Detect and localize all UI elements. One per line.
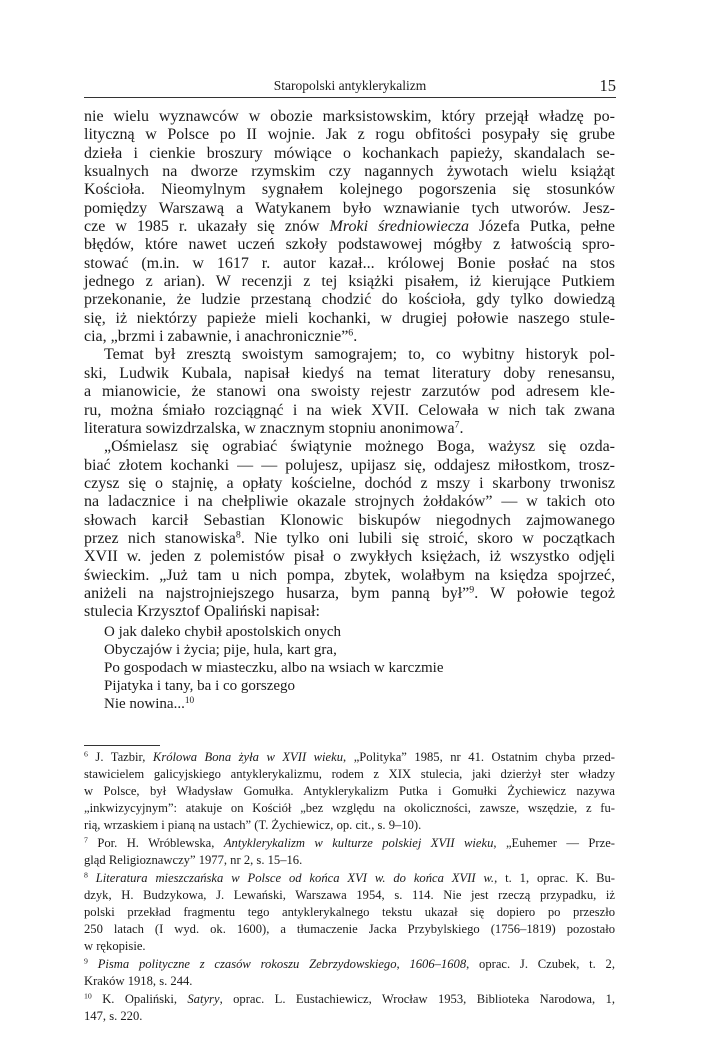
text-run: Obyczajów i życia; pije, hula, kart gra,: [104, 641, 337, 658]
footnote-reference: 7: [84, 835, 88, 845]
text-run: w Polsce, był Władysław Gomułka. Antyklerykalizm Putka i Gomułki Żychiewicz nazywa: [84, 784, 615, 798]
text-line: [84, 921, 615, 938]
text-line: [84, 475, 615, 493]
paragraph: [84, 438, 615, 621]
text-run: dzieła i cienkie broszury mówiące o kochankach papieży, skandalach se-: [84, 144, 615, 162]
text-line: [84, 310, 615, 328]
text-line: [84, 603, 615, 621]
text-run: „inkwizycyjnym”: atakuje on Kościół „bez względu na okoliczności, zawsze, wszędzie, z fu-: [84, 801, 615, 815]
footnote-reference: 8: [84, 870, 88, 880]
text-run: . W połowie tegoż: [474, 584, 616, 602]
text-run: , t. 1, oprac. K. Bu-: [494, 871, 616, 885]
text-line: [84, 749, 615, 766]
text-line: [84, 328, 615, 346]
text-run: lityczną w Polsce po II wojnie. Jak z rogu obfitości posypały się grube: [84, 126, 615, 144]
italic-title: Mroki średniowiecza: [329, 218, 470, 236]
text-line: [84, 383, 615, 401]
text-run: Kraków 1918, s. 244.: [84, 974, 193, 988]
text-line: [84, 766, 615, 783]
text-line: [104, 677, 615, 695]
text-run: pomiędzy Warszawą a Watykanem było wznawianie tych utworów. Jesz-: [84, 199, 615, 217]
text-line: [84, 973, 615, 990]
text-run: Nie nowina...: [104, 695, 185, 712]
text-run: Por. H. Wróblewska,: [87, 836, 224, 850]
text-run: ski, Ludwik Kubala, napisał kiedyś na temat literatury doby renesansu,: [84, 364, 615, 382]
text-line: [84, 273, 615, 291]
text-line: [84, 938, 615, 955]
footnote: [84, 870, 615, 955]
footnote-reference: 10: [184, 695, 195, 706]
text-run: XVII w. jeden z polemistów pisał o zwykłych księżach, iż wszystko odjęli: [84, 548, 615, 566]
footnote-rule: [84, 745, 160, 746]
text-line: [84, 870, 615, 887]
text-line: [84, 991, 615, 1008]
text-run: polski przekład fragmentu tego antyklerykalnego tekstu ukazał się dopiero po przeszło: [84, 905, 615, 919]
text-line: [84, 200, 615, 218]
text-line: [84, 291, 615, 309]
text-line: [104, 695, 615, 713]
text-run: cia, „brzmi i zabawnie, i anachronicznie”: [84, 328, 349, 346]
footnote-reference: 9: [469, 584, 475, 596]
text-run: J. Tazbir,: [87, 750, 153, 764]
italic-title: Satyry: [187, 992, 220, 1006]
text-line: [84, 817, 615, 834]
text-line: [84, 1008, 615, 1025]
text-line: [84, 346, 615, 364]
text-run: , „Euhemer — Prze-: [493, 836, 615, 850]
text-run: [88, 957, 98, 971]
text-run: K. Opaliński,: [91, 992, 188, 1006]
footnote: [84, 991, 615, 1025]
text-line: [104, 659, 615, 677]
text-run: 147, s. 220.: [84, 1009, 143, 1023]
text-run: aniżeli na najstrojniejszego husarza, bym panną był”: [84, 584, 470, 602]
body-text: [84, 108, 615, 713]
text-run: .: [459, 419, 464, 437]
text-run: się, iż niektórzy papieże mieli kochanki, w drugiej połowie naszego stule-: [84, 309, 615, 327]
footnote: [84, 956, 615, 990]
text-run: nie wielu wyznawców w obozie marksistowskim, który przejął władzę po-: [84, 108, 615, 125]
text-line: [84, 402, 615, 420]
text-run: Pijatyka i tany, ba i co gorszego: [104, 677, 296, 694]
text-run: O jak daleko chybił apostolskich onych: [104, 623, 342, 640]
text-line: [84, 163, 615, 181]
paragraph: [84, 346, 615, 438]
text-run: gląd Religioznawczy” 1977, nr 2, s. 15–16.: [84, 853, 303, 867]
text-line: [84, 236, 615, 254]
text-line: [84, 887, 615, 904]
text-run: a mianowicie, że stanowi ona swoisty rejestr zarzutów pod adresem kle-: [84, 383, 615, 401]
text-run: . Nie tylko oni lubili się stroić, skoro w początkach: [240, 529, 615, 547]
running-title: Staropolski antyklerykalizm: [273, 78, 427, 93]
text-run: Kościoła. Nieomylnym sygnałem kolejnego pogorszenia się stosunków: [84, 181, 615, 199]
text-line: [84, 420, 615, 438]
text-line: [84, 956, 615, 973]
text-run: przekonanie, że ludzie przestaną chodzić do kościoła, gdy tylko dowiedzą: [84, 291, 615, 309]
text-run: ru, można śmiało rozciągnąć i na wiek XVII. Celowała w nich tak zwana: [84, 401, 615, 419]
text-run: stawicielem galicyjskiego antyklerykalizmu, rodem z XIX stulecia, jaki dzierżył ster władzy: [84, 767, 615, 781]
text-run: świeckim. „Już tam u nich pompa, zbytek, wolałbym na księdza spojrzeć,: [84, 566, 615, 584]
italic-title: Literatura mieszczańska w Polsce od końca XVI w. do końca XVII w.: [95, 871, 495, 885]
footnote-reference: 8: [235, 529, 241, 541]
text-line: [84, 585, 615, 603]
text-line: [84, 835, 615, 852]
text-run: stulecia Krzysztof Opaliński napisał:: [84, 603, 320, 621]
page-number: 15: [599, 76, 616, 95]
verse-quote: [84, 623, 615, 713]
text-run: literatura sowizdrzalska, w znacznym stopniu anonimowa: [84, 419, 455, 437]
text-line: [84, 181, 615, 199]
paragraph: [84, 108, 615, 346]
footnotes: [84, 749, 615, 1026]
italic-title: Antyklerykalizm w kulturze polskiej XVII wieku: [223, 836, 494, 850]
text-run: .: [353, 328, 358, 346]
italic-title: Królowa Bona żyła w XVII wieku: [152, 750, 344, 764]
footnote-reference: 9: [84, 956, 88, 966]
text-line: [84, 255, 615, 273]
text-line: [104, 641, 615, 659]
footnote: [84, 835, 615, 869]
text-line: [84, 548, 615, 566]
text-line: [84, 530, 615, 548]
text-line: [84, 493, 615, 511]
text-run: błędów, które nawet uczeń szkoły podstawowej mógłby z łatwością spro-: [84, 236, 615, 254]
text-line: [84, 783, 615, 800]
text-run: Po gospodach w miasteczku, albo na wsiach w karczmie: [104, 659, 444, 676]
text-run: biać złotem kochanki — — polujesz, upijasz się, oddajesz miłostkom, trosz-: [84, 456, 615, 474]
text-line: [104, 623, 615, 641]
text-run: Temat był zresztą swoistym samograjem; to, co wybitny historyk pol-: [104, 346, 615, 364]
text-run: stować (m.in. w 1617 r. autor kazał... królowej Bonie posłać na stos: [84, 254, 615, 272]
text-line: [84, 852, 615, 869]
text-line: [84, 218, 615, 236]
text-run: dzyk, H. Budzykowa, J. Lewański, Warszawa 1954, s. 114. Nie jest rzeczą przypadku, iż: [84, 888, 615, 902]
text-run: Józefa Putka, pełne: [469, 218, 616, 236]
footnote-reference: 7: [454, 419, 460, 431]
text-run: czysz się o stajnię, a opłaty kościelne, dochód z mszy i skarbony trwonisz: [84, 474, 615, 492]
text-run: słowach karcił Sebastian Klonowic biskupów niegodnych zajmowanego: [84, 511, 615, 529]
text-line: [84, 800, 615, 817]
text-run: na ladacznice i na chełpliwie okazale strojnych żołdaków” — w takich oto: [84, 493, 615, 511]
italic-title: Pisma polityczne z czasów rokoszu Zebrzydowskiego, 1606–1608: [97, 957, 467, 971]
text-run: przez nich stanowiska: [84, 529, 236, 547]
text-run: cze w 1985 r. ukazały się znów: [84, 218, 330, 236]
text-line: [84, 567, 615, 585]
text-run: 250 latach (I wyd. ok. 1600), a tłumaczenie Jacka Przybylskiego (1756–1819) pozostało: [84, 922, 615, 936]
text-run: jednego z arian). W recenzji z tej książki pisałem, iż kierujące Putkiem: [84, 273, 615, 291]
text-run: , oprac. J. Czubek, t. 2,: [466, 957, 615, 971]
text-run: [88, 871, 96, 885]
text-run: w rękopisie.: [84, 939, 146, 953]
text-line: [84, 438, 615, 456]
text-run: , „Polityka” 1985, nr 41. Ostatnim chyba przed-: [343, 750, 615, 764]
text-run: rią, wrzaskiem i pianą na ustach” (T. Żychiewicz, op. cit., s. 9–10).: [84, 818, 422, 832]
header-rule: [84, 97, 616, 98]
text-run: , oprac. L. Eustachiewicz, Wrocław 1953, Biblioteka Narodowa, 1,: [219, 992, 616, 1006]
page-header: [84, 76, 616, 96]
text-run: ksualnych na dworze rzymskim czy nagannych żywotach wielu książąt: [84, 163, 615, 181]
text-line: [84, 904, 615, 921]
text-line: [84, 145, 615, 163]
text-line: [84, 457, 615, 475]
text-line: [84, 512, 615, 530]
footnote-reference: 6: [348, 327, 354, 339]
text-run: „Ośmielasz się ograbiać świątynie możnego Boga, ważysz się ozda-: [104, 438, 615, 456]
text-line: [84, 108, 615, 126]
footnote: [84, 749, 615, 834]
text-line: [84, 126, 615, 144]
text-line: [84, 365, 615, 383]
footnote-reference: 10: [84, 991, 92, 1001]
footnote-reference: 6: [84, 749, 88, 759]
